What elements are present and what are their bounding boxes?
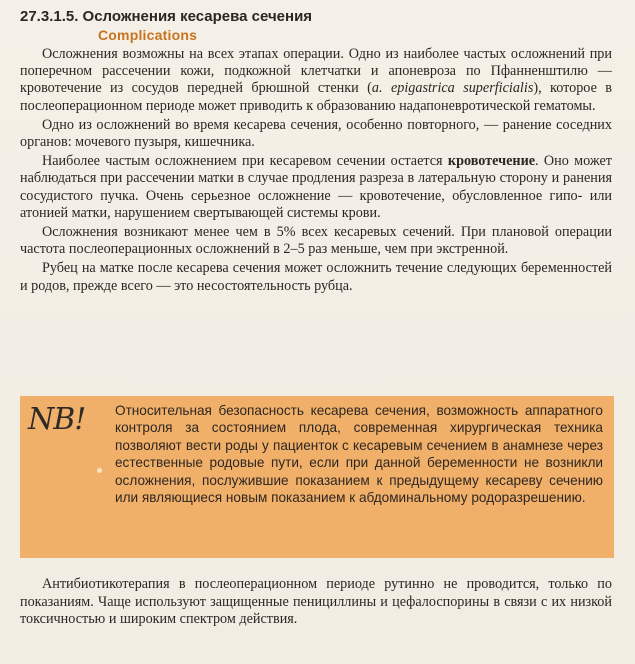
- paragraph-3-end: . Оно может наблюдаться при рассечении матки в случае продления разреза в латеральную сторону и ранения сосудистого пучка. Очень серьезное осложнение — кровотечение, обусловленное гипо- или атонией матки, нарушением свертывающей системы крови.: [20, 153, 612, 221]
- artery-name: a. epigastrica superficialis: [371, 80, 534, 97]
- paragraph-1-text: Осложнения возможны на всех этапах операции. Одно из наиболее частых осложнений при поперечном рассечении кожи, подкожной клетчатки и апоневроза по Пфанненштилю — кровотечение из сосудов передней брюшной стенки (: [20, 46, 612, 97]
- paragraph-5: Рубец на матке после кесарева сечения может осложнить течение следующих беременностей и родов, прежде всего — это несостоятельность рубца.: [20, 260, 612, 294]
- section-heading: [20, 8, 620, 44]
- paragraph-1: [20, 46, 612, 115]
- paragraph-3: [20, 153, 612, 222]
- paragraph-6: Антибиотикотерапия в послеоперационном периоде рутинно не проводится, только по показаниям. Чаще используют защищенные пенициллины и цефалоспорины в связи с их низкой токсичностью и широким спектром действия.: [20, 576, 612, 628]
- after-text: [20, 576, 612, 629]
- section-subtitle: Complications: [98, 27, 198, 43]
- paragraph-1-end: ), которое в послеоперационном периоде может приводить к образованию надапоневротической гематомы.: [20, 80, 612, 114]
- paragraph-3-start: Наиболее частым осложнением при кесаревом сечении остается: [42, 153, 448, 170]
- nb-callout: [20, 396, 614, 558]
- bleeding-term: кровотечение: [447, 153, 536, 170]
- bullet-dot-icon: [97, 468, 102, 473]
- section-title: 27.3.1.5. Осложнения кесарева сечения: [20, 8, 313, 25]
- nb-text: Относительная безопасность кесарева сечения, возможность аппаратного контроля за состоянием плода, современная хирургическая техника позволяют вести роды у пациенток с кесаревым сечением в анамнезе через естественные родовые пути, если при данной беременности не возникли осложнения, послужившие показанием к предыдущему кесареву сечению или являющиеся новым показанием к абдоминальному родоразрешению.: [115, 403, 603, 506]
- body-text: [20, 46, 612, 297]
- nb-mark: NB!: [28, 402, 86, 437]
- paragraph-2: Одно из осложнений во время кесарева сечения, особенно повторного, — ранение соседних органов: мочевого пузыря, кишечника.: [20, 116, 612, 151]
- paragraph-4: Осложнения возникают менее чем в 5% всех кесаревых сечений. При плановой операции частота послеоперационных осложнений в 2–5 раз меньше, чем при экстренной.: [20, 224, 612, 258]
